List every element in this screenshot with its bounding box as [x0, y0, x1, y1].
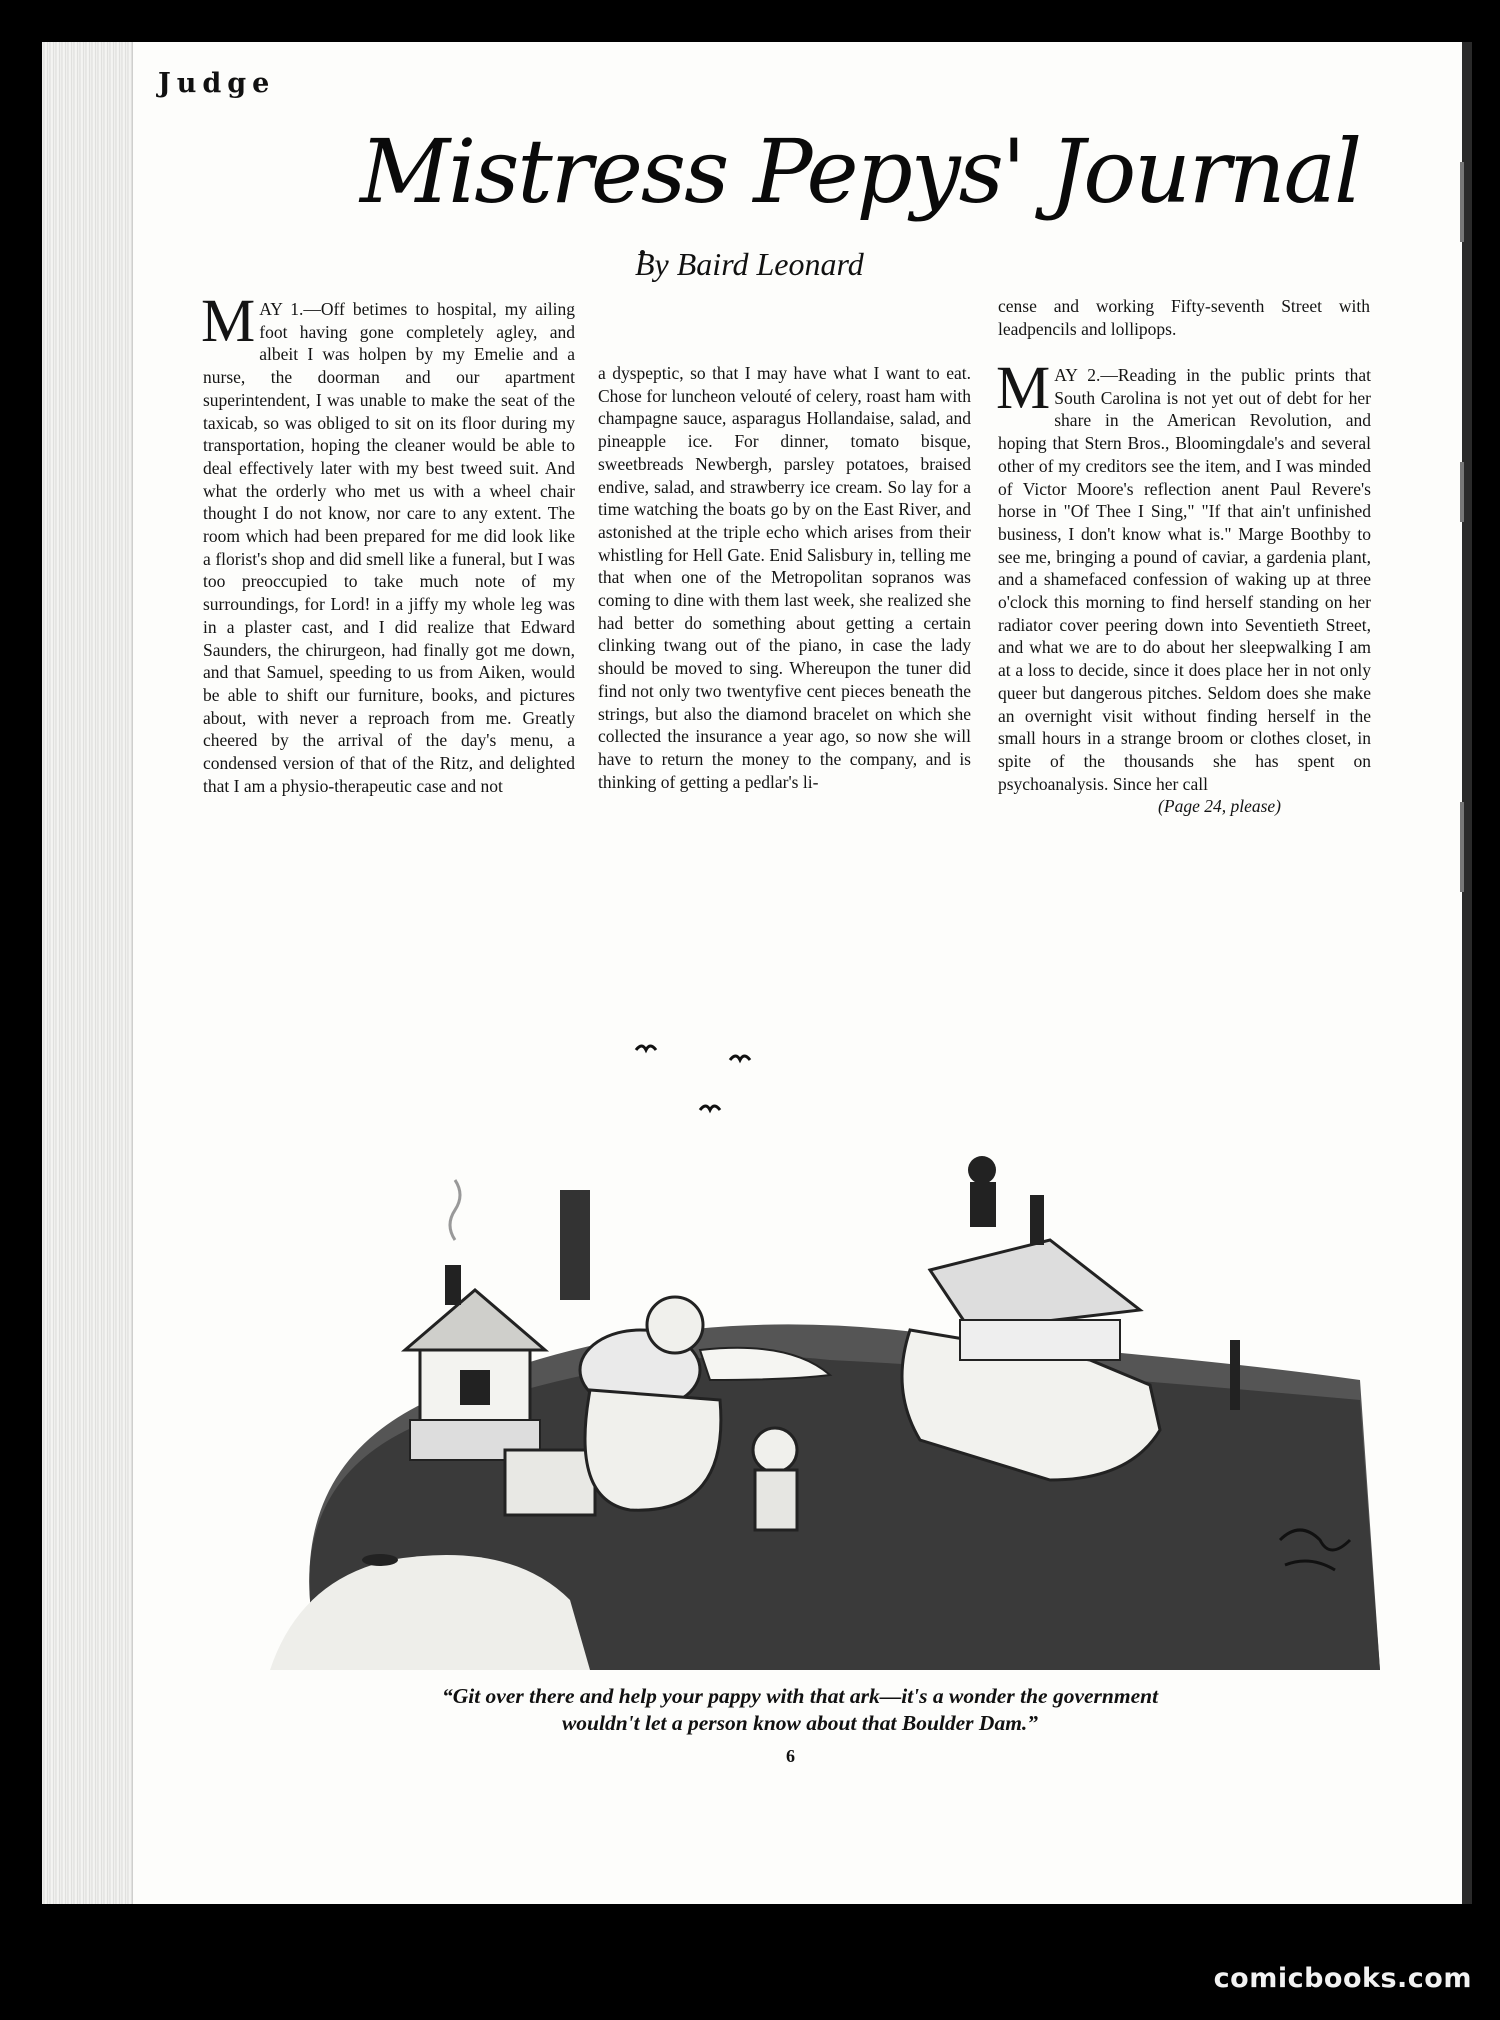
byline: By Baird Leonard [635, 246, 864, 282]
watermark: comicbooks.com [1213, 1963, 1472, 1994]
continued-note: (Page 24, please) [1158, 796, 1281, 817]
article-column-3-lead [998, 295, 1370, 340]
drop-cap: M [996, 355, 1051, 422]
article-column-1 [201, 288, 575, 797]
page-number: 6 [786, 1746, 795, 1766]
caption-line: wouldn't let a person know about that Boulder Dam.” [561, 1711, 1039, 1735]
column-text: AY 2.—Reading in the public prints that South Carolina is not yet out of debt for her share in the American Revolution, and hoping that Stern Bros., Bloomingdale's and several other of my creditors see the item, and I was minded of Victor Moore's reflection anent Paul Revere's horse in "Of Thee I Sing," "If that ain't unfinished business, I don't know what is." Marge Boothby to see me, bringing a pound of caviar, a gardenia plant, and a shamefaced confession of waking up at three o'clock this morning to find herself standing on her radiator cover peering down into Seventieth Street, and what we are to do about her sleepwalking I am at a loss to decide, since it does place her in not only queer but dangerous pitches. Seldom does she make an overnight visit without finding herself in the small hours in a strange broom or clothes closet, in spite of the thousands she has spent on psychoanalysis. Since her call [998, 365, 1371, 794]
column-text: cense and working Fifty-seventh Street with leadpencils and lollipops. [998, 296, 1370, 339]
cartoon-caption [300, 1683, 1300, 1737]
cartoon-illustration [270, 1040, 1380, 1670]
article-title: Mistress Pepys' Journal [360, 120, 1361, 223]
column-text: AY 1.—Off betimes to hospital, my ailing foot having gone completely agley, and albeit I was holpen by my Emelie and a nurse, the doorman and our apartment superintendent, I was unable to make the seat of the taxicab, so was obliged to sit on its floor during my transportation, hoping the cleaner would be able to deal effectively later with my best tweed suit. And what the orderly who met us with a wheel chair thought I do not know, nor care to any extent. The room which had been prepared for me did look like a florist's shop and did smell like a funeral, but I was too preoccupied to take much note of my surroundings, for Lord! in a jiffy my whole leg was in a plaster cast, and I did realize that Edward Saunders, the chirurgeon, had finally got me down, and that Samuel, speeding to us from Aiken, would be able to shift our furniture, books, and pictures about, with never a reproach from me. Greatly cheered by the arrival of the day's menu, a condensed version of that of the Ritz, and delighted that I am a physio-therapeutic case and not [203, 299, 575, 796]
article-column-3 [996, 355, 1371, 818]
book-binding [42, 42, 133, 1904]
caption-line: “Git over there and help your pappy with that ark—it's a wonder the government [441, 1684, 1159, 1708]
drop-cap: M [201, 288, 256, 355]
page-edge [1462, 42, 1472, 1904]
article-column-2 [598, 362, 971, 793]
column-text: a dyspeptic, so that I may have what I want to eat. Chose for luncheon velouté of celery, roast ham with champagne sauce, asparagus Hollandaise, salad, and pineapple ice. For dinner, tomato bisque, sweetbreads Newbergh, parsley potatoes, braised endive, salad, and strawberry ice cream. So lay for a time watching the boats go by on the East River, and astonished at the triple echo which arises from their whistling for Hell Gate. Enid Salisbury in, telling me that when one of the Metropolitan sopranos was coming to dine with them last week, she realized she had better do something about getting a certain clinking twang out of the piano, in case the lady should be moved to sing. Whereupon the tuner did find not only two twentyfive cent pieces beneath the strings, but also the diamond bracelet on which she collected the insurance a year ago, so now she will have to return the money to the company, and is thinking of getting a pedlar's li- [598, 363, 971, 792]
masthead: Judge [158, 68, 276, 99]
